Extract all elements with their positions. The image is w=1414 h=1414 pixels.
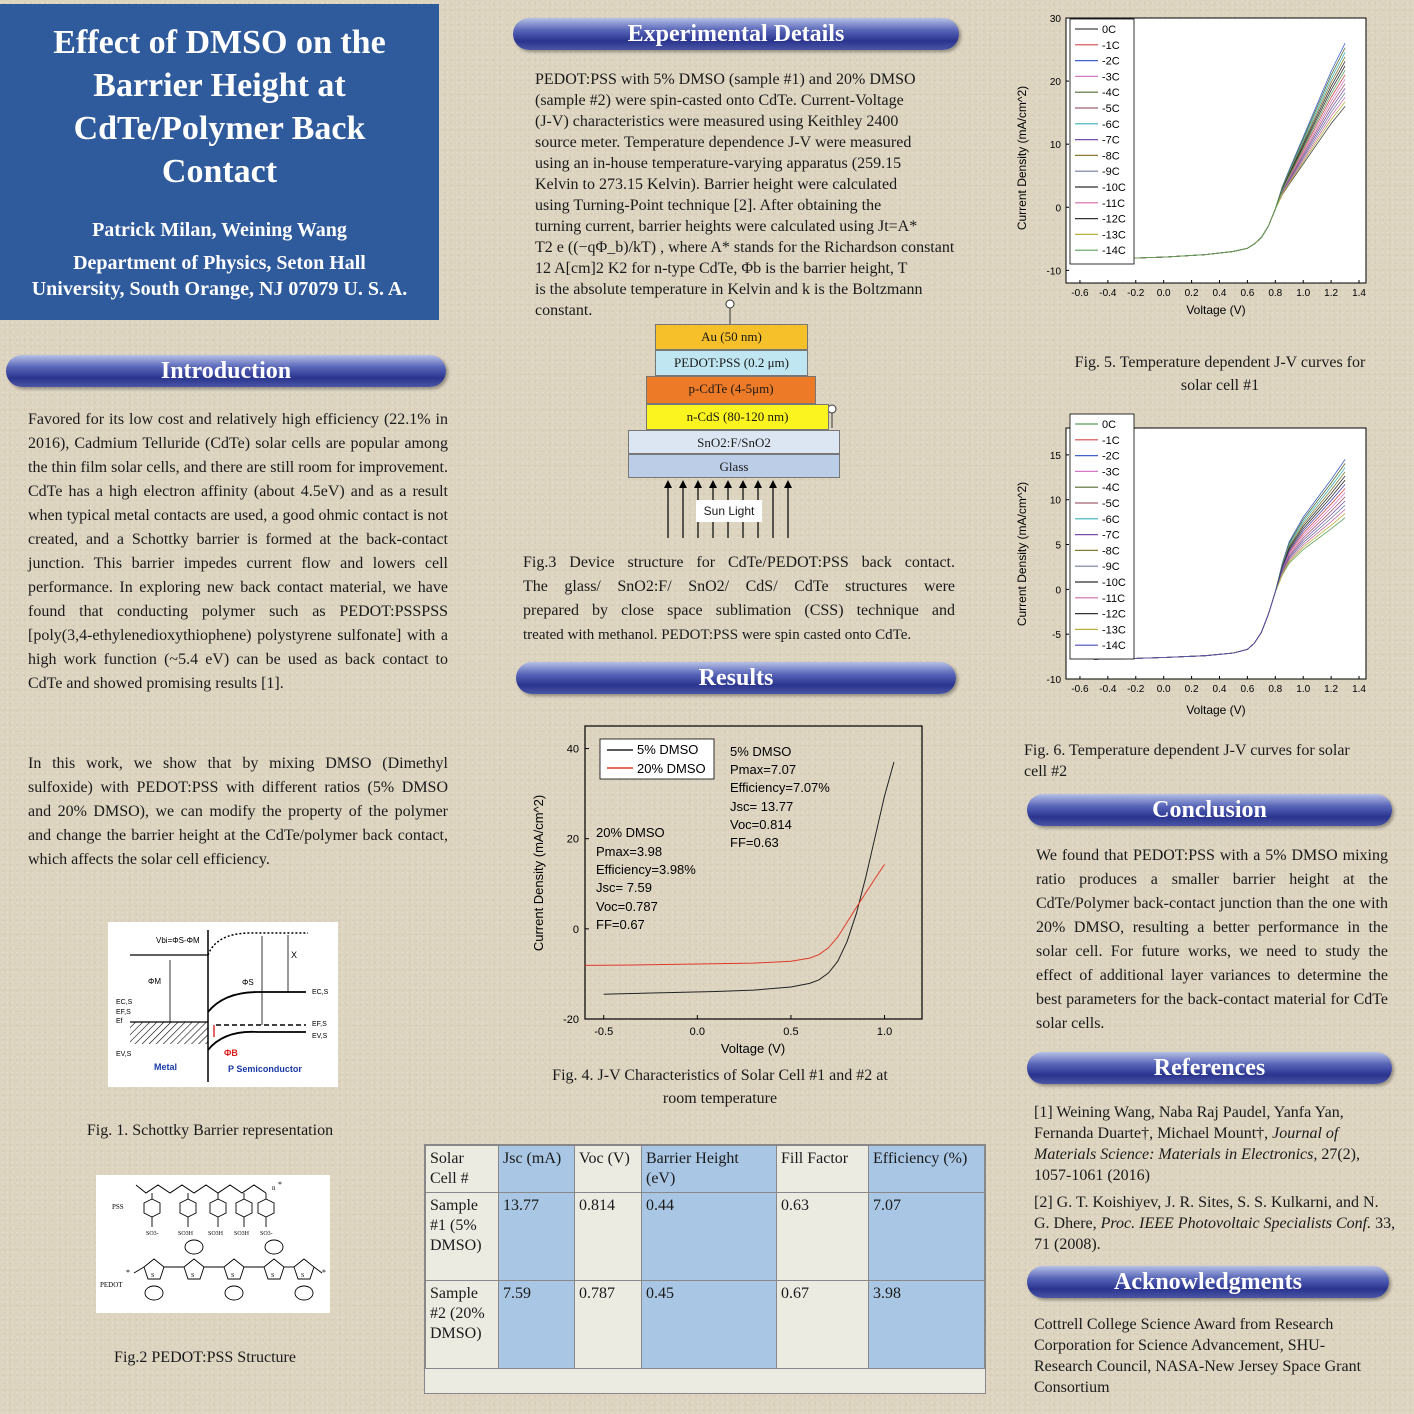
- svg-text:S: S: [151, 1273, 155, 1279]
- c5-legend-entry: -5C: [1102, 103, 1120, 115]
- fig1-caption: Fig. 1. Schottky Barrier representation: [86, 1122, 334, 1139]
- table-row: Sample #2 (20% DMSO) 7.59 0.787 0.45 0.67 3.98: [426, 1281, 985, 1369]
- c5-legend-entry: -8C: [1102, 150, 1120, 163]
- c5-ytick-label: 0: [1055, 203, 1061, 215]
- phi-m-label: ΦM: [148, 977, 162, 986]
- table-header-row: Solar Cell # Jsc (mA) Voc (V) Barrier Height (eV) Fill Factor Efficiency (%): [426, 1146, 985, 1193]
- sunlight-label: Sun Light: [696, 500, 762, 522]
- chart6-ylabel: Current Density (mA/cm^2): [1015, 481, 1029, 627]
- layer-n-cds: n-CdS (80-120 nm): [646, 404, 829, 430]
- svg-text:EC,S: EC,S: [312, 989, 329, 996]
- phi-s-label: ΦS: [242, 978, 254, 987]
- c5-legend-entry: -2C: [1102, 55, 1120, 68]
- c6-xtick-label: -0.4: [1099, 684, 1117, 695]
- chart4-xlabel: Voltage (V): [720, 1041, 786, 1056]
- chart5-ylabel: Current Density (mA/cm^2): [1015, 85, 1029, 231]
- svg-text:PSS: PSS: [112, 1203, 124, 1211]
- c5-ytick-label: 20: [1049, 77, 1061, 89]
- svg-text:EF,S: EF,S: [312, 1021, 327, 1028]
- metal-label: Metal: [154, 1062, 178, 1072]
- svg-text:Jsc= 7.59: Jsc= 7.59: [596, 880, 653, 895]
- svg-text:*: *: [322, 1268, 326, 1277]
- c6-legend-entry: -9C: [1102, 561, 1120, 574]
- svg-text:EV,S: EV,S: [116, 1051, 132, 1058]
- svg-text:*: *: [126, 1268, 130, 1277]
- svg-text:S: S: [231, 1273, 235, 1279]
- c6-legend-entry: -12C: [1102, 608, 1126, 621]
- c5-xtick-label: 0.4: [1212, 288, 1227, 299]
- c5-legend-entry: -11C: [1102, 197, 1126, 210]
- vbi-label: Vbi=ΦS-ΦM: [156, 936, 200, 945]
- c6-ytick-label: 0: [1055, 585, 1061, 597]
- c5-xtick-label: 1.4: [1352, 288, 1366, 299]
- c5-legend-entry: -12C: [1102, 213, 1126, 226]
- svg-text:Voc=0.787: Voc=0.787: [596, 899, 658, 914]
- c6-legend-entry: -6C: [1102, 513, 1120, 526]
- c6-xtick-label: 0.8: [1268, 684, 1283, 695]
- svg-text:20% DMSO: 20% DMSO: [596, 825, 665, 840]
- svg-text:FF=0.67: FF=0.67: [596, 917, 645, 932]
- c6-legend-entry: -8C: [1102, 545, 1120, 558]
- acknowledgments-text: Cottrell College Science Award from Research Corporation for Science Advancement, SHU-Research Council, NASA-New Jersey Space Grant Consortium: [1034, 1316, 1362, 1396]
- svg-text:S: S: [191, 1273, 195, 1279]
- svg-text:EV,S: EV,S: [312, 1033, 328, 1040]
- c6-legend-entry: -4C: [1102, 482, 1120, 495]
- reference-2: [2] G. T. Koishiyev, J. R. Sites, S. S. Kulkarni, and N. G. Dhere, Proc. IEEE Photovoltaic Specialists Conf. 33, 71 (2008).: [1034, 1194, 1396, 1253]
- c6-xtick-label: 1.0: [1296, 684, 1311, 695]
- chart4-xtick-label: 0.5: [783, 1026, 799, 1038]
- schottky-barrier-diagram: [108, 922, 338, 1087]
- introduction-paragraph-1: Favored for its low cost and relatively high efficiency (22.1% in 2016), Cadmium Telluride (CdTe) solar cells are popular among the thin film solar cells, and there are still room for improvement. CdTe has a high electron affinity (about 4.5eV) and as a result when typical metal contacts are used, a good ohmic contact is not created, and a Schottky barrier is formed at the back-contact junction. This barrier impedes current flow and lowers cell performance. In exploring new back contact material, we have found that conducting polymer such as PEDOT:PSSPSS [poly(3,4-ethylenedioxythiophene) polystyrene sulfonate] with a high work function (~5.4 eV) can be used as back contact to CdTe and showed promising results [1].: [28, 411, 448, 692]
- c5-ytick-label: 10: [1049, 140, 1061, 152]
- legend-20dmso: 20% DMSO: [637, 761, 706, 776]
- chart4-ytick-label: 40: [566, 743, 579, 756]
- c6-xtick-label: 0.6: [1240, 684, 1255, 695]
- c6-legend-entry: -2C: [1102, 450, 1120, 463]
- c6-xtick-label: -0.2: [1127, 684, 1145, 695]
- c6-legend-entry: -13C: [1102, 624, 1126, 637]
- svg-text:ΦB: ΦB: [224, 1048, 238, 1058]
- c6-xtick-label: 1.2: [1324, 684, 1339, 695]
- c6-ytick-label: -10: [1046, 675, 1061, 686]
- c6-legend-entry: -10C: [1102, 577, 1126, 589]
- table-row: Sample #1 (5% DMSO) 13.77 0.814 0.44 0.63 7.07: [426, 1193, 985, 1281]
- c6-legend-entry: -5C: [1102, 498, 1120, 510]
- c5-xtick-label: 0.0: [1156, 288, 1171, 299]
- c5-xtick-label: 0.8: [1268, 288, 1283, 299]
- c5-legend-entry: -9C: [1102, 166, 1120, 179]
- results-table: [425, 1145, 985, 1369]
- annotation-20dmso: [596, 825, 696, 932]
- svg-text:Pmax=3.98: Pmax=3.98: [596, 844, 663, 859]
- c5-legend-entry: -14C: [1102, 245, 1126, 258]
- chart4-xtick-label: -0.5: [594, 1026, 614, 1038]
- c5-xtick-label: 1.2: [1324, 288, 1339, 299]
- results-table-wrapper: [424, 1144, 986, 1394]
- layer-sno2: SnO2:F/SnO2: [628, 430, 840, 454]
- chart4-ylabel: Current Density (mA/cm^2): [531, 794, 546, 952]
- semiconductor-label: P Semiconductor: [228, 1064, 302, 1074]
- c6-legend-entry: 0C: [1102, 419, 1117, 431]
- layer-glass: Glass: [628, 454, 840, 478]
- c6-ytick-label: 10: [1049, 495, 1061, 507]
- legend-5dmso: 5% DMSO: [637, 742, 699, 757]
- svg-text:SO3H: SO3H: [234, 1231, 250, 1237]
- svg-text:SO3-: SO3-: [260, 1231, 273, 1237]
- pedot-pss-structure: [96, 1175, 330, 1313]
- fig3-caption: Fig.3 Device structure for CdTe/PEDOT:PSS back contact. The glass/ SnO2:F/ SnO2/ CdS/ CdTe structures were prepared by close space sublimation (CSS) technique and treated with methanol. PEDOT:PSS were spin casted onto CdTe.: [523, 554, 955, 643]
- c6-xtick-label: -0.6: [1071, 684, 1089, 695]
- c5-legend-entry: 0C: [1102, 24, 1117, 36]
- svg-text:EF,S: EF,S: [116, 1009, 131, 1016]
- c5-xtick-label: 0.2: [1184, 288, 1199, 299]
- c5-ytick-label: 30: [1049, 14, 1061, 25]
- c5-ytick-label: -10: [1046, 266, 1061, 278]
- c5-legend-entry: -3C: [1102, 71, 1120, 84]
- layer-pedot-pss: PEDOT:PSS (0.2 μm): [655, 350, 808, 376]
- c6-ytick-label: 15: [1049, 450, 1061, 462]
- svg-text:SO3H: SO3H: [208, 1231, 224, 1237]
- jv-chart-cell2-temperature: [1012, 408, 1372, 720]
- results-heading: Results: [516, 662, 956, 694]
- c6-legend-entry: -3C: [1102, 466, 1120, 479]
- fig2-caption: Fig.2 PEDOT:PSS Structure: [114, 1349, 296, 1366]
- svg-text:FF=0.63: FF=0.63: [730, 835, 779, 850]
- c5-xtick-label: -0.4: [1099, 288, 1117, 299]
- conclusion-heading: Conclusion: [1027, 794, 1392, 826]
- introduction-heading: Introduction: [6, 355, 446, 387]
- conclusion-paragraph: We found that PEDOT:PSS with a 5% DMSO mixing ratio produces a smaller barrier height at the CdTe/Polymer back-contact junction than the one with 20% DMSO, resulting a better performance in the solar cell. For future works, we need to study the effect of additional layer variances to determine the best parameters for the back-contact material for CdTe solar cells.: [1036, 847, 1388, 1032]
- chart4-ytick-label: 20: [566, 833, 579, 846]
- chart5-xlabel: Voltage (V): [1186, 303, 1246, 317]
- introduction-paragraph-2: In this work, we show that by mixing DMSO (Dimethyl sulfoxide) with PEDOT:PSS with different ratios (5% DMSO and 20% DMSO), we can modify the property of the polymer and change the barrier height at the CdTe/polymer back contact, which affects the solar cell efficiency.: [28, 755, 448, 868]
- chart4-xtick-label: 1.0: [876, 1026, 893, 1038]
- acknowledgments-heading: Acknowledgments: [1027, 1266, 1389, 1298]
- c5-xtick-label: 1.0: [1296, 288, 1311, 299]
- authors: Patrick Milan, Weining Wang: [92, 219, 347, 241]
- title-block: [0, 4, 439, 320]
- c5-legend-entry: -6C: [1102, 118, 1120, 131]
- fig5-caption: Fig. 5. Temperature dependent J-V curves for solar cell #1: [1074, 354, 1366, 394]
- svg-text:Jsc= 13.77: Jsc= 13.77: [730, 799, 794, 814]
- c5-xtick-label: -0.6: [1071, 288, 1089, 299]
- svg-text:Voc=0.814: Voc=0.814: [730, 817, 792, 832]
- c6-ytick-label: 5: [1055, 540, 1061, 552]
- references-heading: References: [1027, 1052, 1392, 1084]
- layer-p-cdte: p-CdTe (4-5μm): [646, 376, 816, 404]
- svg-text:Efficiency=7.07%: Efficiency=7.07%: [730, 780, 830, 795]
- svg-text:*: *: [278, 1180, 282, 1189]
- jv-chart-room-temperature: [525, 718, 925, 1063]
- references-list: [1034, 1102, 1396, 1255]
- c5-legend-entry: -7C: [1102, 134, 1120, 147]
- chart4-series-0: [604, 762, 894, 994]
- fig6-caption: Fig. 6. Temperature dependent J-V curves for solar cell #2: [1024, 742, 1350, 780]
- svg-text:Ef: Ef: [116, 1018, 123, 1025]
- svg-text:S: S: [271, 1273, 275, 1279]
- svg-text:Efficiency=3.98%: Efficiency=3.98%: [596, 862, 696, 877]
- chart4-xtick-label: 0.0: [689, 1026, 705, 1038]
- annotation-5dmso: [730, 744, 830, 850]
- c5-xtick-label: 0.6: [1240, 288, 1255, 299]
- svg-text:EC,S: EC,S: [116, 999, 133, 1006]
- c5-legend-entry: -13C: [1102, 229, 1126, 242]
- experimental-heading: Experimental Details: [513, 18, 959, 50]
- c6-xtick-label: 0.4: [1212, 684, 1227, 695]
- experimental-paragraph: PEDOT:PSS with 5% DMSO (sample #1) and 20% DMSO (sample #2) were spin-casted onto CdTe. Current-Voltage (J-V) characteristics were measured using Keithley 2400 source meter. Temperature dependence J-V were measured using an in-house temperature-varying apparatus (259.15 Kelvin to 273.15 Kelvin). Barrier height were calculated using Turning-Point technique [2]. After obtaining the turning current, barrier heights were calculated using Jt=A* T2 e ((−qΦ_b)/kT) , where A* stands for the Richardson constant 12 A[cm]2 K2 for n-type CdTe, Φb is the barrier height, T is the absolute temperature in Kelvin and k is the Boltzmann constant.: [535, 71, 955, 319]
- c6-legend-entry: -7C: [1102, 529, 1120, 542]
- c6-xtick-label: 1.4: [1352, 684, 1366, 695]
- reference-1: [1] Weining Wang, Naba Raj Paudel, Yanfa Yan, Fernanda Duarte†, Michael Mount†, Journal of Materials Science: Materials in Electronics, 27(2), 1057-1061 (2016): [1034, 1104, 1360, 1184]
- svg-text:SO3H: SO3H: [178, 1231, 194, 1237]
- c6-xtick-label: 0.2: [1184, 684, 1199, 695]
- c5-legend-entry: -10C: [1102, 182, 1126, 194]
- svg-text:Pmax=7.07: Pmax=7.07: [730, 762, 797, 777]
- c5-legend-entry: -1C: [1102, 39, 1120, 52]
- c6-legend-entry: -14C: [1102, 640, 1126, 653]
- chart6-xlabel: Voltage (V): [1186, 703, 1246, 717]
- svg-text:5% DMSO: 5% DMSO: [730, 744, 792, 759]
- c6-xtick-label: 0.0: [1156, 684, 1171, 695]
- svg-text:n: n: [272, 1184, 276, 1192]
- x-label: X: [291, 950, 298, 960]
- fig4-caption: Fig. 4. J-V Characteristics of Solar Cell #1 and #2 at room temperature: [552, 1067, 888, 1107]
- affiliation: Department of Physics, Seton Hall University, South Orange, NJ 07079 U. S. A.: [31, 252, 408, 300]
- c6-legend-entry: -1C: [1102, 434, 1120, 447]
- c6-ytick-label: -5: [1052, 630, 1061, 642]
- poster-title: Effect of DMSO on the Barrier Height at CdTe/Polymer Back Contact: [53, 24, 386, 190]
- c5-legend-entry: -4C: [1102, 87, 1120, 100]
- device-structure-diagram: [620, 296, 860, 546]
- jv-chart-cell1-temperature: [1012, 12, 1372, 322]
- chart4-ytick-label: -20: [563, 1014, 579, 1026]
- c6-legend-entry: -11C: [1102, 592, 1126, 605]
- layer-au: Au (50 nm): [655, 324, 808, 350]
- svg-text:S: S: [301, 1273, 305, 1279]
- c5-xtick-label: -0.2: [1127, 288, 1145, 299]
- svg-text:PEDOT: PEDOT: [100, 1281, 123, 1289]
- chart4-ytick-label: 0: [572, 923, 579, 936]
- svg-text:SO3-: SO3-: [146, 1231, 159, 1237]
